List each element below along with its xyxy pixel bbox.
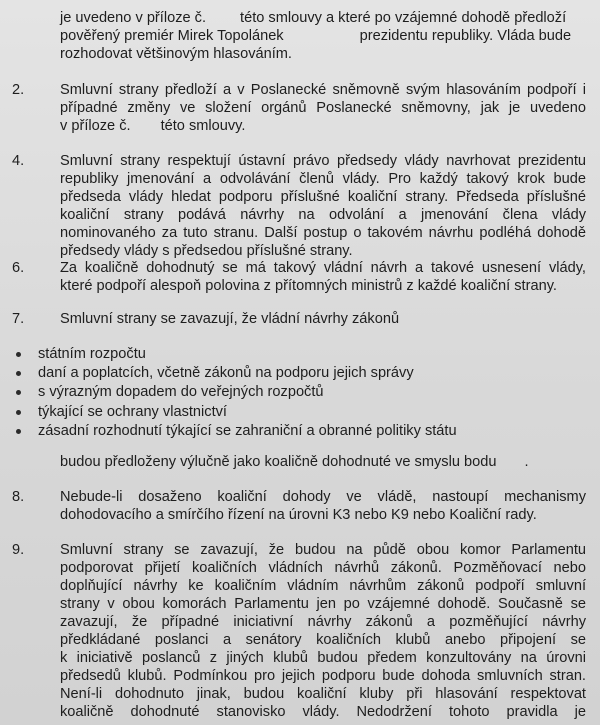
section-line: Smluvní strany respektují ústavní právo předsedy vlády navrhovat prezidentu — [60, 153, 586, 169]
after-bullets-end: . — [524, 454, 529, 470]
section-line: Smluvní strany se zavazují, že vládní návrhy zákonů — [60, 311, 400, 327]
intro-line: prezidentu republiky. Vláda bude — [359, 28, 572, 44]
section-number: 9. — [12, 542, 25, 558]
section-line: zavazují, že případné iniciativní návrhy zákonů a pozměňující návrhy — [60, 614, 586, 630]
section-line: předseda vlády hledat podporu příslušné koaliční strany. Předseda příslušné — [60, 189, 586, 205]
section-line: k iniciativě poslanců z jiných klubů budou předem konzultovány na úrovni — [60, 650, 586, 666]
list-item: státním rozpočtu — [0, 345, 600, 363]
section-line: podporovat přijetí koaličních vládních návrhů zákonů. Pozměňovací nebo — [60, 560, 586, 576]
section-number: 8. — [12, 489, 25, 505]
list-item: s výrazným dopadem do veřejných rozpočtů — [0, 383, 600, 401]
section-line: předkládané poslanci a senátory koaličních klubů anebo připojení se — [60, 632, 586, 648]
bullet-dot-icon — [16, 371, 21, 376]
section-line: dohodovacího a smírčího řízení na úrovni K3 nebo K9 nebo Koaliční rady. — [60, 507, 537, 523]
bullet-dot-icon — [16, 410, 21, 415]
section-line: doplňující návrhy ke koaličním vládním návrhům zákonů podpoří smluvní — [60, 578, 586, 594]
intro-line: je uvedeno v příloze č. — [60, 10, 207, 26]
intro-line: této smlouvy a které po vzájemné dohodě předloží — [240, 10, 567, 26]
section-line: nominovaného za tuto stranu. Další postup o takovém návrhu podléhá dohodě — [60, 225, 586, 241]
section-number: 6. — [12, 260, 25, 276]
bullet-dot-icon — [16, 352, 21, 357]
list-item: daní a poplatcích, včetně zákonů na podporu jejich správy — [0, 364, 600, 382]
section-line: republiky jmenování a odvolávání členů vlády. Pro každý takový krok bude — [60, 171, 586, 187]
section-line: této smlouvy. — [160, 118, 246, 134]
section-line: předsedy vlády s předsedou příslušné strany. — [60, 243, 353, 259]
section-line: koaliční strany podává návrhy na odvolání a jmenování člena vlády — [60, 207, 586, 223]
section-number: 2. — [12, 82, 25, 98]
intro-line: pověřený premiér Mirek Topolánek — [60, 28, 284, 44]
section-line: koaličně dohodnuté stanovisko vlády. Nedodržení tohoto pravidla je — [60, 704, 586, 720]
section-line: Nebude-li dosaženo koaliční dohody ve vládě, nastoupí mechanismy — [60, 489, 586, 505]
section-line: případné změny ve složení orgánů Poslanecké sněmovny, jak je uvedeno — [60, 100, 586, 116]
section-line: strany v obou komorách Parlamentu jen po vzájemné dohodě. Současně se — [60, 596, 586, 612]
intro-line: rozhodovat většinovým hlasováním. — [60, 46, 292, 62]
section-line: Za koaličně dohodnutý se má takový vládní návrh a takové usnesení vlády, — [60, 260, 586, 276]
list-item: týkající se ochrany vlastnictví — [0, 403, 600, 421]
section-number: 4. — [12, 153, 25, 169]
section-number: 7. — [12, 311, 25, 327]
bullet-dot-icon — [16, 390, 21, 395]
section-line: Smluvní strany se zavazují, že budou na půdě obou komor Parlamentu — [60, 542, 586, 558]
section-line: Smluvní strany předloží a v Poslanecké sněmovně svým hlasováním podpoří i — [60, 82, 586, 98]
section-line: Není-li dohodnuto jinak, budou koaliční kluby při hlasování respektovat — [60, 686, 586, 702]
after-bullets-text: budou předloženy výlučně jako koaličně dohodnuté ve smyslu bodu — [60, 454, 497, 470]
section-line: v příloze č. — [60, 118, 131, 134]
list-item: zásadní rozhodnutí týkající se zahraniční a obranné politiky státu — [0, 422, 600, 440]
bullet-dot-icon — [16, 429, 21, 434]
section-line: které podpoří alespoň polovina z přítomných ministrů z každé koaliční strany. — [60, 278, 557, 294]
section-line: předsedů klubů. Podmínkou pro jejich podporu bude dohoda smluvních stran. — [60, 668, 586, 684]
